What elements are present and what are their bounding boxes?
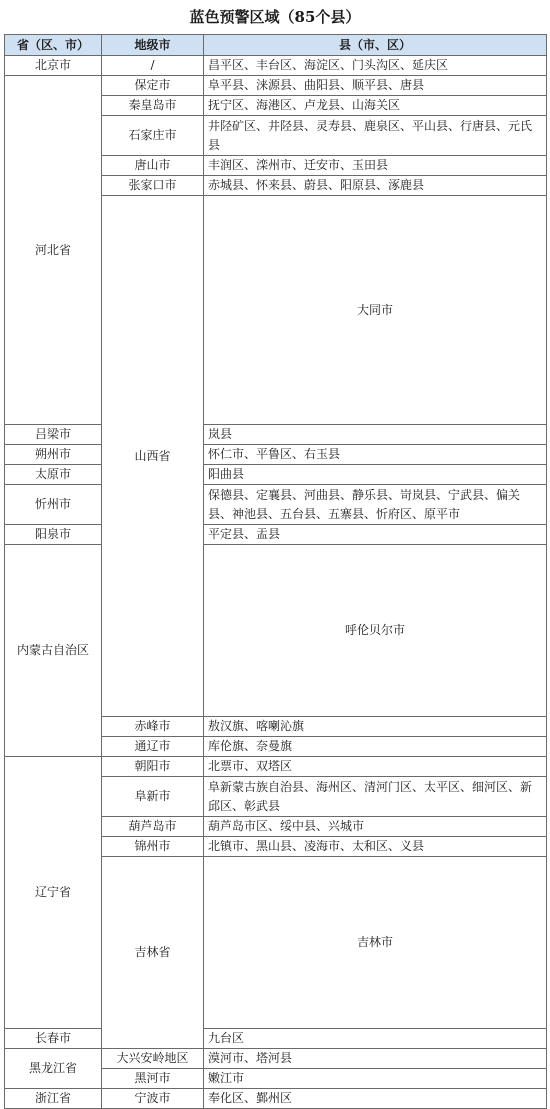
city-cell: 长春市: [5, 1029, 102, 1049]
table-row: [5, 465, 547, 485]
county-cell: 北票市、双塔区: [204, 757, 547, 777]
table-row: [5, 445, 547, 465]
county-cell: 阳曲县: [204, 465, 547, 485]
city-cell: 忻州市: [5, 485, 102, 525]
city-cell: 呼伦贝尔市: [204, 545, 547, 717]
county-cell: 昌平区、丰台区、海淀区、门头沟区、延庆区: [204, 56, 547, 76]
province-cell: 北京市: [5, 56, 102, 76]
city-cell: 朔州市: [5, 445, 102, 465]
county-cell: 葫芦岛市区、绥中县、兴城市: [204, 817, 547, 837]
city-cell: 大兴安岭地区: [102, 1049, 204, 1069]
table-row: [5, 1029, 547, 1049]
county-cell: 敖汉旗、喀喇沁旗: [204, 717, 547, 737]
warning-region-table: [4, 34, 547, 1109]
county-cell: 漠河市、塔河县: [204, 1049, 547, 1069]
province-cell: 吉林省: [102, 857, 204, 1049]
province-cell: 内蒙古自治区: [5, 545, 102, 757]
city-cell: 吉林市: [204, 857, 547, 1029]
county-cell: 平定县、盂县: [204, 525, 547, 545]
table-row: [5, 76, 547, 96]
city-cell: 赤峰市: [102, 717, 204, 737]
city-cell: 太原市: [5, 465, 102, 485]
county-cell: 库伦旗、奈曼旗: [204, 737, 547, 757]
province-cell: 浙江省: [5, 1089, 102, 1109]
table-row: [5, 485, 547, 525]
county-cell: 怀仁市、平鲁区、右玉县: [204, 445, 547, 465]
county-cell: 丰润区、滦州市、迁安市、玉田县: [204, 156, 547, 176]
county-cell: 赤城县、怀来县、蔚县、阳原县、涿鹿县: [204, 176, 547, 196]
table-row: [5, 1049, 547, 1069]
table-row: [5, 757, 547, 777]
table-row: [5, 56, 547, 76]
header-county: 县（市、区）: [204, 35, 547, 56]
province-cell: 河北省: [5, 76, 102, 425]
county-cell: 九台区: [204, 1029, 547, 1049]
county-cell: 北镇市、黑山县、凌海市、太和区、义县: [204, 837, 547, 857]
county-cell: 保德县、定襄县、河曲县、静乐县、岢岚县、宁武县、偏关县、神池县、五台县、五寨县、忻府区、原平市: [204, 485, 547, 525]
table-row: [5, 525, 547, 545]
province-cell: 山西省: [102, 196, 204, 717]
city-cell: 朝阳市: [102, 757, 204, 777]
city-cell: 宁波市: [102, 1089, 204, 1109]
city-cell: 吕梁市: [5, 425, 102, 445]
county-cell: 岚县: [204, 425, 547, 445]
city-cell: 唐山市: [102, 156, 204, 176]
city-cell: 阜新市: [102, 777, 204, 817]
city-cell: 黑河市: [102, 1069, 204, 1089]
city-cell: 通辽市: [102, 737, 204, 757]
county-cell: 奉化区、鄞州区: [204, 1089, 547, 1109]
county-cell: 抚宁区、海港区、卢龙县、山海关区: [204, 96, 547, 116]
table-row: [5, 545, 547, 717]
city-cell: 锦州市: [102, 837, 204, 857]
county-cell: 阜平县、涞源县、曲阳县、顺平县、唐县: [204, 76, 547, 96]
city-cell: 保定市: [102, 76, 204, 96]
page-title: 蓝色预警区域（85个县）: [189, 8, 361, 26]
header-city: 地级市: [102, 35, 204, 56]
table-row: [5, 1089, 547, 1109]
province-cell: 黑龙江省: [5, 1049, 102, 1089]
city-cell: 葫芦岛市: [102, 817, 204, 837]
city-cell: 阳泉市: [5, 525, 102, 545]
province-cell: 辽宁省: [5, 757, 102, 1029]
table-row: [5, 425, 547, 445]
table-header-row: [5, 35, 547, 56]
city-cell: 大同市: [204, 196, 547, 425]
county-cell: 井陉矿区、井陉县、灵寿县、鹿泉区、平山县、行唐县、元氏县: [204, 116, 547, 156]
city-cell: 秦皇岛市: [102, 96, 204, 116]
county-cell: 嫩江市: [204, 1069, 547, 1089]
city-cell: /: [102, 56, 204, 76]
county-cell: 阜新蒙古族自治县、海州区、清河门区、太平区、细河区、新邱区、彰武县: [204, 777, 547, 817]
city-cell: 石家庄市: [102, 116, 204, 156]
city-cell: 张家口市: [102, 176, 204, 196]
header-province: 省（区、市）: [5, 35, 102, 56]
